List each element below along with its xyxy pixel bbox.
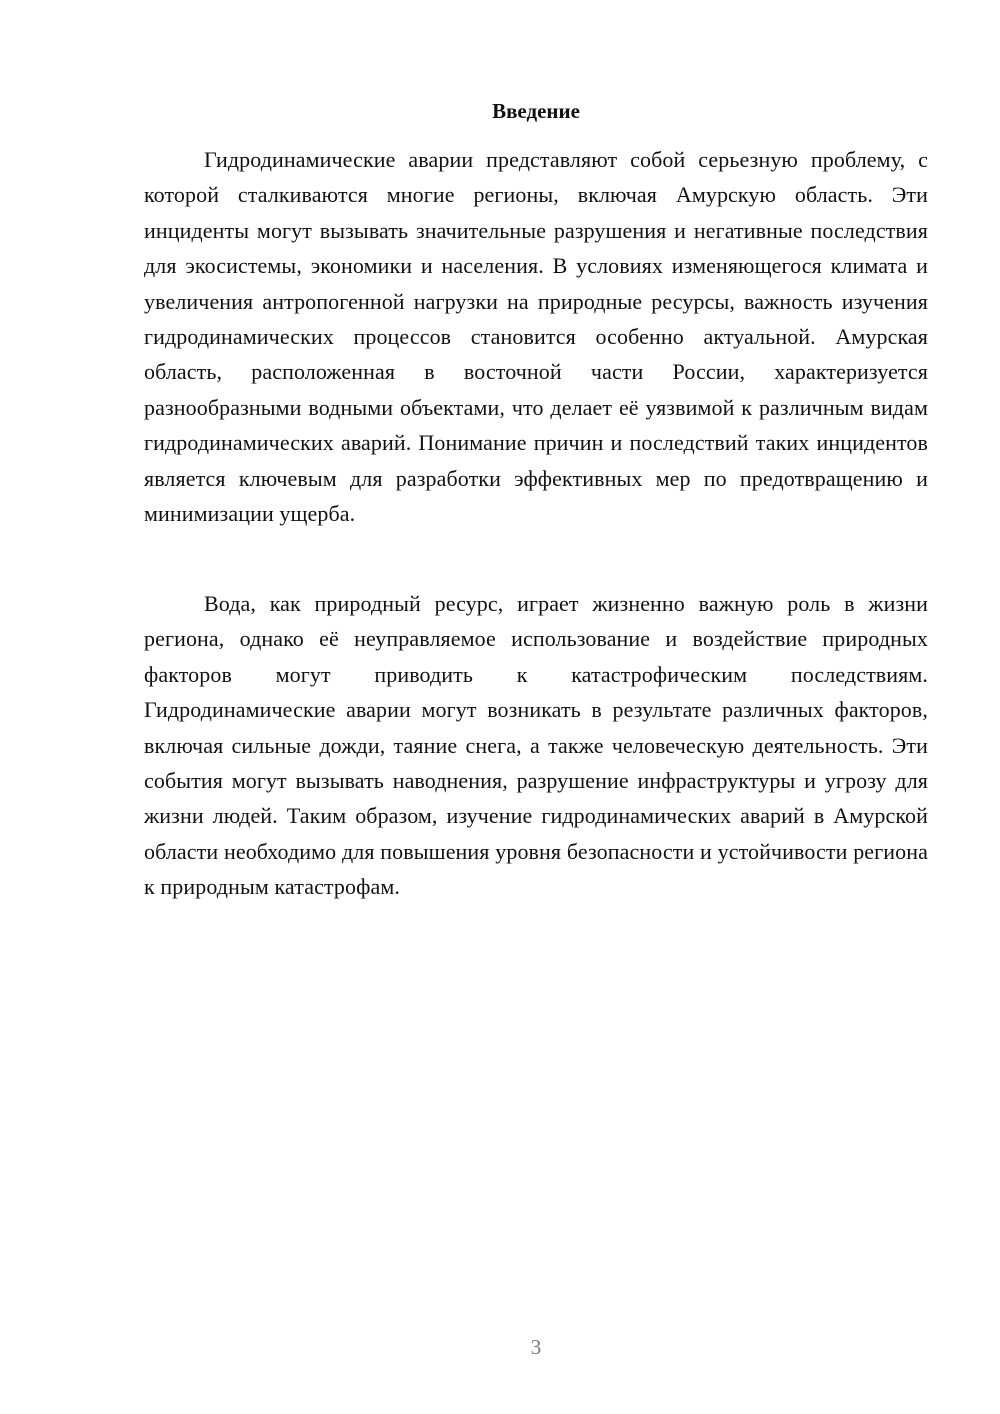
paragraph-2: Вода, как природный ресурс, играет жизненно важную роль в жизни региона, однако её неуправляемое использование и воздействие природных факторов могут приводить к катастрофическим последствиям. Гидродинамические аварии могут возникать в результате различных факторов, включая сильные дожди, таяние снега, а также человеческую деятельность. Эти события могут вызывать наводнения, разрушение инфраструктуры и угрозу для жизни людей. Таким образом, изучение гидродинамических аварий в Амурской области необходимо для повышения уровня безопасности и устойчивости региона к природным катастрофам. [144, 591, 928, 900]
paragraph-1: Гидродинамические аварии представляют собой серьезную проблему, с которой сталкиваются многие регионы, включая Амурскую область. Эти инциденты могут вызывать значительные разрушения и негативные последствия для экосистемы, экономики и населения. В условиях изменяющегося климата и увеличения антропогенной нагрузки на природные ресурсы, важность изучения гидродинамических процессов становится особенно актуальной. Амурская область, расположенная в восточной части России, характеризуется разнообразными водными объектами, что делает её уязвимой к различным видам гидродинамических аварий. Понимание причин и последствий таких инцидентов является ключевым для разработки эффективных мер по предотвращению и минимизации ущерба. [144, 147, 928, 527]
page-number: 3 [530, 1335, 542, 1359]
section-heading: Введение [492, 99, 580, 123]
